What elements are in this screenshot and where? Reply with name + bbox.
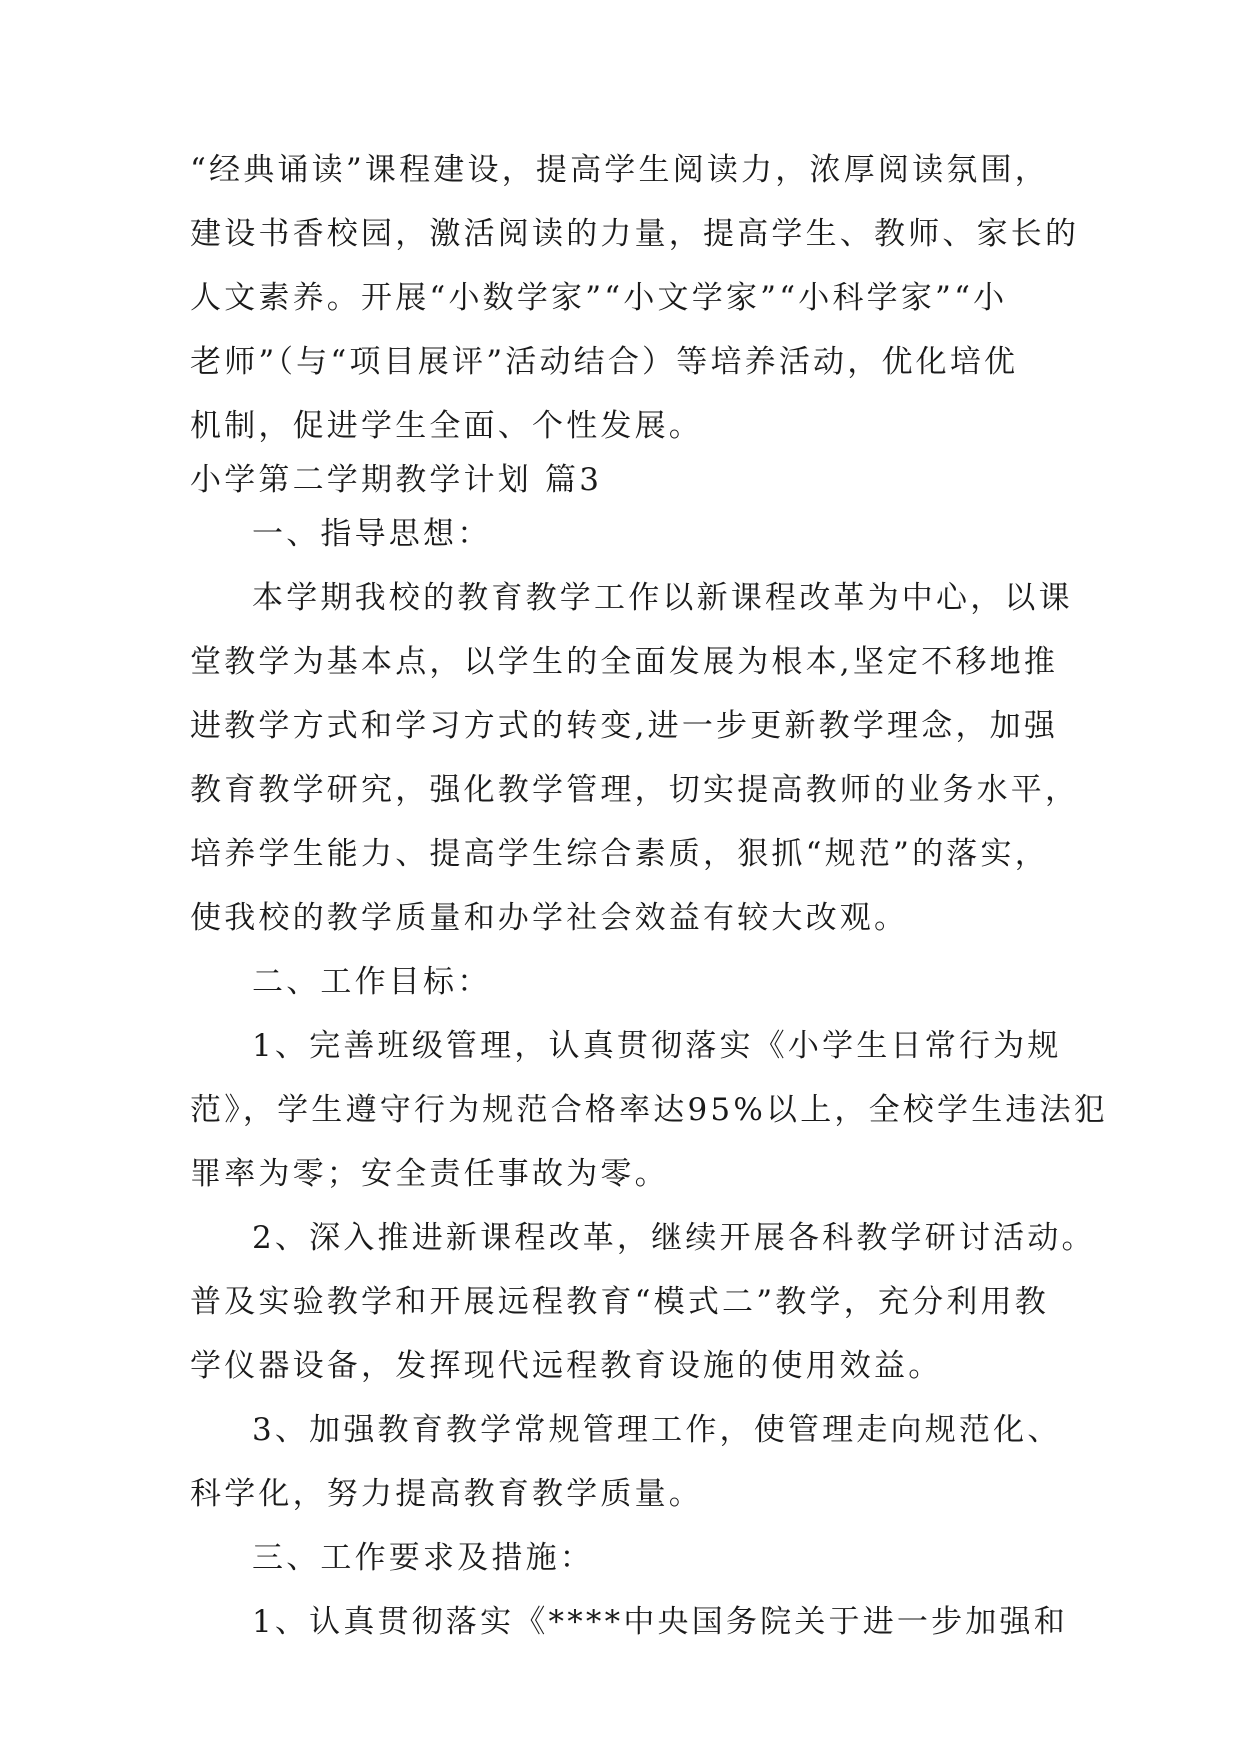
paragraph-line: “经典诵读”课程建设，提高学生阅读力，浓厚阅读氛围， [190, 152, 1049, 188]
heading-work-goals: 二、工作目标： [252, 964, 492, 1000]
paragraph-line: 科学化，努力提高教育教学质量。 [190, 1476, 703, 1512]
paragraph-line: 学仪器设备，发挥现代远程教育设施的使用效益。 [190, 1348, 943, 1384]
paragraph-line: 1、完善班级管理，认真贯彻落实《小学生日常行为规 [252, 1028, 1062, 1064]
paragraph-line: 范》，学生遵守行为规范合格率达95%以上，全校学生违法犯 [190, 1092, 1108, 1128]
paragraph-line: 堂教学为基本点，以学生的全面发展为根本,坚定不移地推 [190, 644, 1059, 680]
paragraph-line: 普及实验教学和开展远程教育“模式二”教学，充分利用教 [190, 1284, 1049, 1320]
paragraph-line: 本学期我校的教育教学工作以新课程改革为中心，以课 [252, 580, 1073, 616]
paragraph-line: 1、认真贯彻落实《****中央国务院关于进一步加强和 [252, 1604, 1068, 1640]
paragraph-line: 进教学方式和学习方式的转变,进一步更新教学理念，加强 [190, 708, 1059, 744]
paragraph-line: 使我校的教学质量和办学社会效益有较大改观。 [190, 900, 909, 936]
paragraph-line: 建设书香校园，激活阅读的力量，提高学生、教师、家长的 [190, 216, 1080, 252]
paragraph-line: 教育教学研究，强化教学管理，切实提高教师的业务水平， [190, 772, 1080, 808]
paragraph-line: 老师”（与“项目展评”活动结合）等培养活动，优化培优 [190, 344, 1019, 380]
paragraph-line: 人文素养。开展“小数学家”“小文学家”“小科学家”“小 [190, 280, 1008, 316]
paragraph-line: 培养学生能力、提高学生综合素质，狠抓“规范”的落实， [190, 836, 1049, 872]
heading-requirements: 三、工作要求及措施： [252, 1540, 594, 1576]
section-title: 小学第二学期教学计划 篇3 [190, 462, 603, 498]
paragraph-line: 罪率为零；安全责任事故为零。 [190, 1156, 669, 1192]
paragraph-line: 3、加强教育教学常规管理工作，使管理走向规范化、 [252, 1412, 1062, 1448]
paragraph-line: 2、深入推进新课程改革，继续开展各科教学研讨活动。 [252, 1220, 1096, 1256]
heading-guiding-thought: 一、指导思想： [252, 516, 492, 552]
paragraph-line: 机制，促进学生全面、个性发展。 [190, 408, 703, 444]
